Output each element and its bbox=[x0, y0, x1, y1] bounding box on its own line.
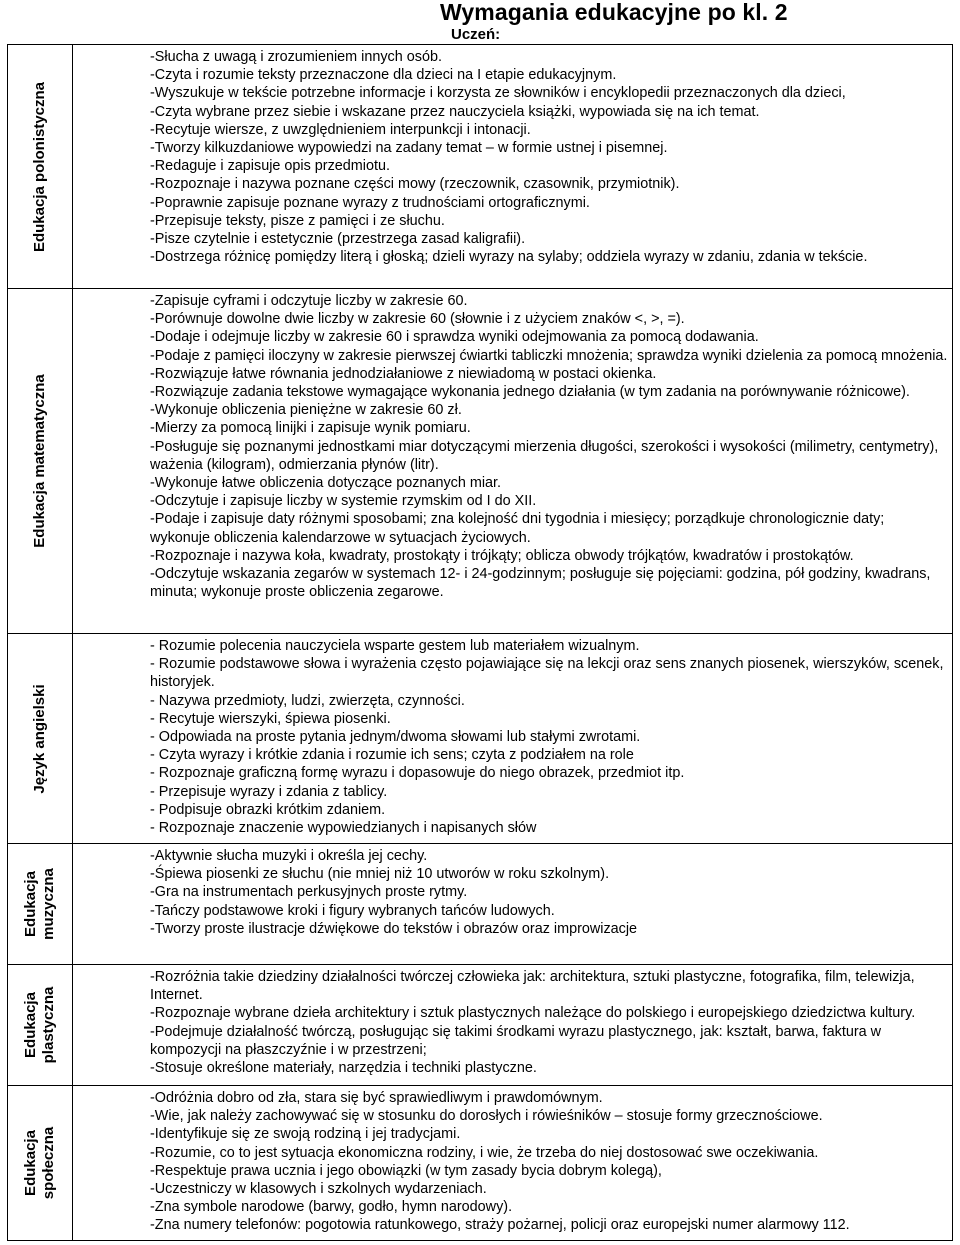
requirement-item: -Śpiewa piosenki ze słuchu (nie mniej niż 10 utworów w roku szkolnym). bbox=[150, 866, 610, 883]
requirement-item: -Czyta i rozumie teksty przeznaczone dla dzieci na I etapie edukacyjnym. bbox=[150, 67, 617, 84]
requirement-item: -Podaje i zapisuje daty różnymi sposobami; zna kolejność dni tygodnia i miesięcy; porządkuje chronologicznie daty; wykonuje obliczenia kalendarzowe w sytuacjach życiowych. bbox=[150, 511, 885, 546]
requirement-item: -Respektuje prawa ucznia i jego obowiązki (w tym zasady bycia dobrym kolegą), bbox=[150, 1162, 662, 1179]
section-row-polish bbox=[8, 45, 953, 289]
requirement-item: -Mierzy za pomocą linijki i zapisuje wynik pomiaru. bbox=[150, 420, 471, 437]
section-row-social bbox=[8, 1086, 953, 1241]
requirement-item: -Aktywnie słucha muzyki i określa jej cechy. bbox=[150, 848, 428, 864]
requirement-item: -Rozumie, co to jest sytuacja ekonomiczna rodziny, i wie, że trzeba do niej dostosować swe oczekiwania. bbox=[150, 1144, 819, 1161]
requirement-item: -Pisze czytelnie i estetycznie (przestrzega zasad kaligrafii). bbox=[150, 231, 526, 248]
requirement-item: - Czyta wyrazy i krótkie zdania i rozumie ich sens; czyta z podziałem na role bbox=[150, 747, 634, 764]
requirement-item: -Słucha z uwagą i zrozumieniem innych osób. bbox=[150, 49, 442, 65]
requirement-item: -Dostrzega różnicę pomiędzy literą i głoską; dzieli wyrazy na sylaby; oddziela wyrazy w zdaniu, zdania w tekście. bbox=[150, 249, 868, 266]
section-label-cell bbox=[8, 45, 73, 289]
requirement-item: - Nazywa przedmioty, ludzi, zwierzęta, czynności. bbox=[150, 692, 465, 709]
section-content bbox=[73, 1086, 953, 1241]
section-content bbox=[73, 634, 953, 844]
requirement-item: -Stosuje określone materiały, narzędzia i techniki plastyczne. bbox=[150, 1060, 537, 1077]
section-label: Edukacja plastyczna bbox=[22, 986, 57, 1064]
requirement-item: -Uczestniczy w klasowych i szkolnych wydarzeniach. bbox=[150, 1181, 487, 1198]
section-label: Edukacja polonistyczna bbox=[31, 81, 48, 252]
section-row-music bbox=[8, 844, 953, 965]
requirement-item: -Zna numery telefonów: pogotowia ratunkowego, straży pożarnej, policji oraz europejski numer alarmowy 112. bbox=[150, 1217, 850, 1234]
requirement-item: - Podpisuje obrazki krótkim zdaniem. bbox=[150, 801, 386, 818]
requirement-item: -Rozróżnia takie dziedziny działalności twórczej człowieka jak: architektura, sztuki plastyczne, fotografika, film, telewizja, Internet. bbox=[150, 969, 915, 1004]
requirement-item: -Przepisuje teksty, pisze z pamięci i ze słuchu. bbox=[150, 212, 445, 229]
requirement-item: -Redaguje i zapisuje opis przedmiotu. bbox=[150, 158, 390, 175]
requirement-item: -Podejmuje działalność twórczą, posługując się takimi środkami wyrazu plastycznego, jak: kształt, barwa, faktura w kompozycji na płaszczyźnie i w przestrzeni; bbox=[150, 1023, 882, 1058]
requirement-item: -Wie, jak należy zachowywać się w stosunku do dorosłych i rówieśników – stosuje formy grzecznościowe. bbox=[150, 1108, 823, 1125]
requirement-item: -Rozwiązuje łatwe równania jednodziałaniowe z niewiadomą w postaci okienka. bbox=[150, 365, 657, 382]
requirement-item: -Podaje z pamięci iloczyny w zakresie pierwszej ćwiartki tabliczki mnożenia; sprawdza wyniki dzielenia za pomocą mnożenia. bbox=[150, 347, 948, 364]
requirement-item: -Poprawnie zapisuje poznane wyrazy z trudnościami ortograficznymi. bbox=[150, 194, 590, 211]
requirement-item: -Identyfikuje się ze swoją rodziną i jej tradycjami. bbox=[150, 1126, 461, 1143]
section-label-cell bbox=[8, 1086, 73, 1241]
section-label-cell bbox=[8, 844, 73, 965]
requirement-item: -Rozpoznaje wybrane dzieła architektury i sztuk plastycznych należące do polskiego i europejskiego dziedzictwa kultury. bbox=[150, 1005, 916, 1022]
page-subtitle: Uczeń: bbox=[451, 26, 501, 43]
requirement-item: -Czyta wybrane przez siebie i wskazane przez nauczyciela książki, wypowiada się na ich temat. bbox=[150, 103, 760, 120]
requirements-table bbox=[7, 44, 953, 1241]
requirement-item: -Rozwiązuje zadania tekstowe wymagające wykonania jednego działania (w tym zadania na porównywanie różnicowe). bbox=[150, 384, 910, 401]
section-row-art bbox=[8, 965, 953, 1086]
requirement-item: - Odpowiada na proste pytania jednym/dwoma słowami lub stałymi zwrotami. bbox=[150, 729, 641, 746]
requirement-item: -Tańczy podstawowe kroki i figury wybranych tańców ludowych. bbox=[150, 902, 555, 919]
section-label: Edukacja matematyczna bbox=[31, 374, 48, 548]
requirement-item: -Dodaje i odejmuje liczby w zakresie 60 i sprawdza wyniki odejmowania za pomocą dodawania. bbox=[150, 329, 759, 346]
page-title: Wymagania edukacyjne po kl. 2 bbox=[440, 0, 788, 25]
requirement-item: -Odczytuje i zapisuje liczby w systemie rzymskim od I do XII. bbox=[150, 493, 537, 510]
section-row-math bbox=[8, 289, 953, 634]
requirement-item: -Tworzy proste ilustracje dźwiękowe do tekstów i obrazów oraz improwizacje bbox=[150, 920, 638, 937]
requirement-item: -Recytuje wiersze, z uwzględnieniem interpunkcji i intonacji. bbox=[150, 121, 531, 138]
requirement-item: - Rozumie podstawowe słowa i wyrażenia często pojawiające się na lekcji oraz sens znanych piosenek, wierszyków, scenek, historyjek. bbox=[150, 656, 944, 691]
section-label-cell bbox=[8, 965, 73, 1086]
section-label-cell bbox=[8, 289, 73, 634]
requirement-item: -Posługuje się poznanymi jednostkami miar dotyczącymi mierzenia długości, szerokości i wysokości (milimetry, centymetry), ważenia (kilogram), odmierzania płynów (litr). bbox=[150, 438, 939, 473]
requirement-item: -Zapisuje cyframi i odczytuje liczby w zakresie 60. bbox=[150, 293, 468, 309]
section-content bbox=[73, 844, 953, 965]
requirement-item: -Porównuje dowolne dwie liczby w zakresie 60 (słownie i z użyciem znaków <, >, =). bbox=[150, 311, 685, 328]
section-label: Język angielski bbox=[31, 683, 48, 794]
requirement-item: - Rozumie polecenia nauczyciela wsparte gestem lub materiałem wizualnym. bbox=[150, 638, 640, 654]
requirement-item: -Gra na instrumentach perkusyjnych proste rytmy. bbox=[150, 884, 468, 901]
section-row-english bbox=[8, 634, 953, 844]
requirement-item: -Zna symbole narodowe (barwy, godło, hymn narodowy). bbox=[150, 1199, 513, 1216]
section-content bbox=[73, 965, 953, 1086]
requirement-item: - Przepisuje wyrazy i zdania z tablicy. bbox=[150, 783, 388, 800]
requirement-item: -Odróżnia dobro od zła, stara się być sprawiedliwym i prawdomównym. bbox=[150, 1090, 603, 1106]
document-header bbox=[0, 0, 960, 43]
section-label-cell bbox=[8, 634, 73, 844]
requirement-item: -Wykonuje obliczenia pieniężne w zakresie 60 zł. bbox=[150, 402, 462, 419]
requirement-item: - Rozpoznaje graficzną formę wyrazu i dopasowuje do niego obrazek, przedmiot itp. bbox=[150, 765, 685, 782]
requirement-item: - Rozpoznaje znaczenie wypowiedzianych i napisanych słów bbox=[150, 820, 537, 837]
requirement-item: -Wyszukuje w tekście potrzebne informacje i korzysta ze słowników i encyklopedii przeznaczonych dla dzieci, bbox=[150, 85, 846, 102]
requirement-item: -Rozpoznaje i nazywa koła, kwadraty, prostokąty i trójkąty; oblicza obwody trójkątów, kwadratów i prostokątów. bbox=[150, 547, 854, 564]
requirement-item: -Tworzy kilkuzdaniowe wypowiedzi na zadany temat – w formie ustnej i pisemnej. bbox=[150, 140, 668, 157]
requirement-item: -Wykonuje łatwe obliczenia dotyczące poznanych miar. bbox=[150, 475, 502, 492]
section-label: Edukacja społeczna bbox=[22, 1126, 57, 1200]
section-label: Edukacja muzyczna bbox=[22, 868, 57, 940]
requirement-item: -Odczytuje wskazania zegarów w systemach 12- i 24-godzinnym; posługuje się pojęciami: godzina, pół godziny, kwadrans, minuta; wykonuje proste obliczenia zegarowe. bbox=[150, 566, 931, 601]
requirement-item: - Recytuje wierszyki, śpiewa piosenki. bbox=[150, 710, 391, 727]
section-content bbox=[73, 289, 953, 634]
requirement-item: -Rozpoznaje i nazywa poznane części mowy (rzeczownik, czasownik, przymiotnik). bbox=[150, 176, 680, 193]
section-content bbox=[73, 45, 953, 289]
